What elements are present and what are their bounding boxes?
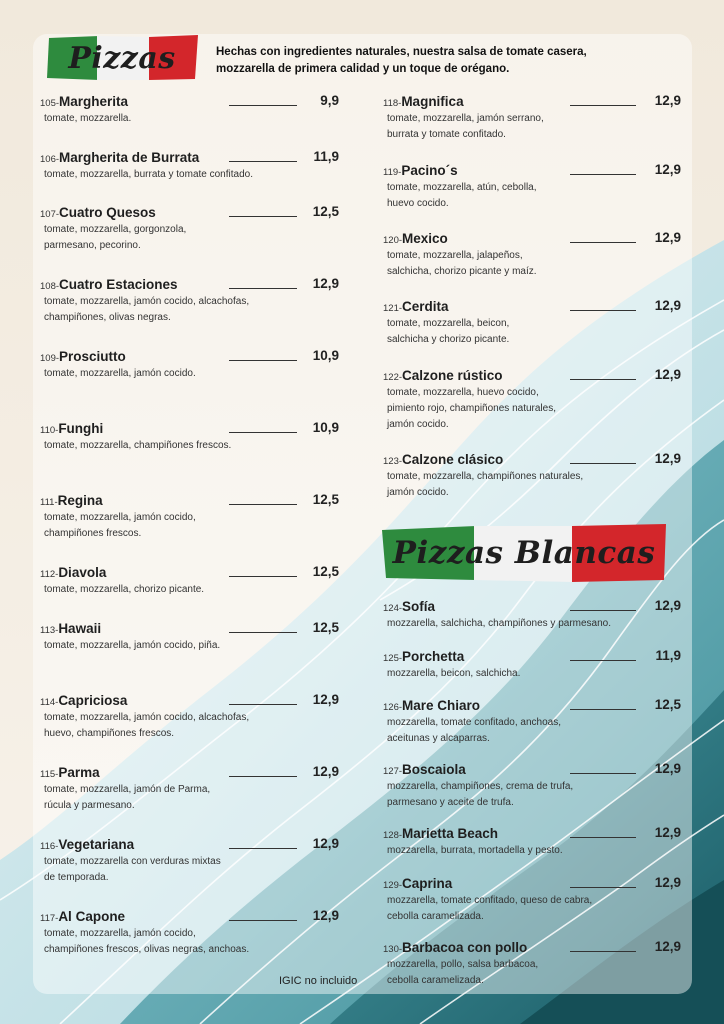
- menu-item-name: Capriciosa: [58, 693, 128, 708]
- description-line: jamón cocido.: [387, 487, 449, 498]
- menu-item-name: Magnifica: [401, 94, 464, 109]
- description-line: jamón cocido.: [387, 419, 449, 430]
- pizzas-banner: [43, 32, 201, 84]
- menu-item-number: 119-: [383, 167, 402, 178]
- menu-item-header: [383, 230, 681, 248]
- menu-item-header: [383, 93, 681, 111]
- menu-item-price: 12,5: [312, 204, 339, 219]
- description-line: burrata y tomate confitado.: [387, 129, 506, 140]
- price-leader-line: [570, 310, 636, 311]
- menu-item-description: [44, 926, 339, 958]
- menu-item-price: 12,9: [654, 939, 681, 954]
- menu-item: [383, 598, 681, 632]
- menu-item-description: [387, 715, 681, 747]
- menu-item-description: [387, 248, 681, 280]
- description-line: mozzarella, salchicha, champiñones y parmesano.: [387, 618, 611, 629]
- menu-item-name: Al Capone: [58, 909, 126, 924]
- menu-item-description: [44, 294, 339, 326]
- price-leader-line: [229, 105, 297, 106]
- menu-item-header: [40, 93, 339, 111]
- menu-item: [383, 93, 681, 143]
- menu-item-price: 10,9: [312, 348, 339, 363]
- menu-item-description: [387, 666, 681, 682]
- menu-item-description: [387, 893, 681, 925]
- menu-item-header: [40, 204, 339, 222]
- menu-item-description: [44, 438, 339, 454]
- description-line: mozzarella, beicon, salchicha.: [387, 668, 521, 679]
- description-line: parmesano y aceite de trufa.: [387, 797, 514, 808]
- menu-item-name: Cuatro Estaciones: [59, 277, 178, 292]
- menu-item-price: 12,9: [654, 230, 681, 245]
- menu-item-header: [40, 908, 339, 926]
- menu-item-number: 109-: [40, 353, 60, 364]
- description-line: tomate, mozzarella, jamón serrano,: [387, 113, 544, 124]
- menu-item-price: 12,9: [654, 761, 681, 776]
- menu-item-number: 115-: [40, 769, 59, 780]
- menu-item-description: [44, 782, 339, 814]
- price-leader-line: [570, 773, 636, 774]
- menu-item: [40, 692, 339, 742]
- menu-item-description: [44, 167, 339, 183]
- menu-item-name: Porchetta: [402, 649, 465, 664]
- description-line: pimiento rojo, champiñones naturales,: [387, 403, 556, 414]
- menu-item-price: 12,9: [654, 162, 681, 177]
- description-line: tomate, mozzarella.: [44, 113, 132, 124]
- menu-item-price: 10,9: [312, 420, 339, 435]
- menu-item-header: [383, 598, 681, 616]
- menu-item-name: Hawaii: [58, 621, 102, 636]
- description-line: salchicha y chorizo picante.: [387, 334, 510, 345]
- menu-item-description: [44, 854, 339, 886]
- menu-item-description: [387, 957, 681, 989]
- menu-item-header: [383, 648, 681, 666]
- menu-item: [383, 162, 681, 212]
- menu-item-name: Boscaiola: [402, 762, 466, 777]
- menu-item-header: [40, 149, 339, 167]
- menu-item-header: [383, 451, 681, 469]
- menu-item: [383, 875, 681, 925]
- menu-item: [40, 836, 339, 886]
- pizzas-blancas-title: Pizzas Blancas: [392, 535, 656, 571]
- menu-item-description: [44, 111, 339, 127]
- description-line: rúcula y parmesano.: [44, 800, 135, 811]
- menu-item-number: 105-: [40, 98, 60, 109]
- menu-item: [383, 230, 681, 280]
- menu-item: [40, 420, 339, 454]
- menu-item-header: [383, 298, 681, 316]
- menu-item-header: [383, 162, 681, 180]
- description-line: tomate, mozzarella, beicon,: [387, 318, 510, 329]
- price-leader-line: [570, 951, 636, 952]
- price-leader-line: [229, 161, 297, 162]
- menu-item-price: 12,9: [312, 836, 339, 851]
- menu-item-number: 124-: [383, 603, 403, 614]
- menu-item: [383, 648, 681, 682]
- description-line: tomate, mozzarella con verduras mixtas: [44, 856, 221, 867]
- description-line: huevo, champiñones frescos.: [44, 728, 175, 739]
- price-leader-line: [570, 174, 636, 175]
- menu-item: [40, 204, 339, 254]
- description-line: tomate, mozzarella, huevo cocido,: [387, 387, 539, 398]
- menu-item-number: 117-: [40, 913, 59, 924]
- description-line: aceitunas y alcaparras.: [387, 733, 490, 744]
- menu-item-price: 12,9: [654, 875, 681, 890]
- menu-item-price: 12,9: [654, 451, 681, 466]
- description-line: tomate, mozzarella, jamón de Parma,: [44, 784, 211, 795]
- menu-item-header: [383, 939, 681, 957]
- description-line: tomate, mozzarella, jamón cocido, alcachofas,: [44, 296, 250, 307]
- description-line: huevo cocido.: [387, 198, 449, 209]
- menu-item-number: 107-: [40, 209, 60, 220]
- menu-item-name: Pacino´s: [401, 163, 458, 178]
- menu-item-number: 122-: [383, 372, 403, 383]
- menu-item-price: 12,9: [654, 93, 681, 108]
- menu-item: [40, 348, 339, 382]
- menu-item-name: Parma: [58, 765, 100, 780]
- menu-item-name: Margherita: [59, 94, 129, 109]
- description-line: salchicha, chorizo picante y maíz.: [387, 266, 537, 277]
- description-line: champiñones, olivas negras.: [44, 312, 171, 323]
- menu-item-name: Margherita de Burrata: [59, 150, 200, 165]
- menu-item-price: 12,9: [312, 692, 339, 707]
- tax-note: IGIC no incluido: [279, 975, 358, 987]
- price-leader-line: [570, 242, 636, 243]
- menu-item-number: 116-: [40, 841, 59, 852]
- description-line: mozzarella, tomate confitado, anchoas,: [387, 717, 561, 728]
- menu-item-number: 108-: [40, 281, 60, 292]
- menu-item-description: [44, 366, 339, 382]
- description-line: champiñones frescos, olivas negras, anchoas.: [44, 944, 250, 955]
- menu-item-number: 123-: [383, 456, 403, 467]
- menu-item: [40, 764, 339, 814]
- menu-item-header: [383, 367, 681, 385]
- description-line: tomate, mozzarella, jamón cocido,: [44, 928, 196, 939]
- price-leader-line: [229, 920, 297, 921]
- price-leader-line: [570, 837, 636, 838]
- price-leader-line: [570, 463, 636, 464]
- menu-item: [383, 761, 681, 811]
- menu-item-header: [40, 564, 339, 582]
- description-line: tomate, mozzarella, gorgonzola,: [44, 224, 187, 235]
- description-line: champiñones frescos.: [44, 528, 142, 539]
- menu-item-description: [387, 616, 681, 632]
- menu-item-header: [40, 764, 339, 782]
- menu-item-price: 12,9: [654, 825, 681, 840]
- menu-item-description: [44, 510, 339, 542]
- menu-item-name: Funghi: [58, 421, 104, 436]
- menu-item-description: [387, 385, 681, 433]
- menu-item-description: [387, 843, 681, 859]
- menu-item-header: [40, 276, 339, 294]
- menu-item-name: Calzone clásico: [402, 452, 504, 467]
- description-line: tomate, mozzarella, jalapeños,: [387, 250, 523, 261]
- menu-item-number: 126-: [383, 702, 403, 713]
- menu-item-name: Mexico: [402, 231, 448, 246]
- intro-text: Hechas con ingredientes naturales, nuestra salsa de tomate casera, mozzarella de primera calidad y un toque de orégano.: [216, 46, 587, 75]
- menu-item-price: 11,9: [313, 149, 339, 164]
- description-line: tomate, mozzarella, jamón cocido.: [44, 368, 196, 379]
- menu-item-header: [40, 420, 339, 438]
- description-line: tomate, mozzarella, atún, cebolla,: [387, 182, 537, 193]
- menu-item-price: 12,9: [654, 298, 681, 313]
- price-leader-line: [570, 379, 636, 380]
- description-line: tomate, mozzarella, champiñones naturales,: [387, 471, 584, 482]
- menu-item-price: 9,9: [320, 93, 339, 108]
- menu-item-price: 11,9: [655, 648, 681, 663]
- price-leader-line: [229, 216, 297, 217]
- price-leader-line: [570, 610, 636, 611]
- menu-item-price: 12,9: [312, 908, 339, 923]
- menu-item-header: [40, 620, 339, 638]
- description-line: tomate, mozzarella, burrata y tomate confitado.: [44, 169, 253, 180]
- description-line: tomate, mozzarella, jamón cocido, alcachofas,: [44, 712, 250, 723]
- menu-item-price: 12,9: [654, 598, 681, 613]
- price-leader-line: [229, 848, 297, 849]
- price-leader-line: [229, 704, 297, 705]
- menu-item-number: 111-: [40, 497, 58, 508]
- price-leader-line: [570, 887, 636, 888]
- menu-item-description: [387, 779, 681, 811]
- menu-item-price: 12,5: [654, 697, 681, 712]
- pizzas-title: Pizzas: [68, 40, 176, 76]
- menu-item: [40, 908, 339, 958]
- menu-item-name: Diavola: [58, 565, 107, 580]
- price-leader-line: [229, 576, 297, 577]
- description-line: parmesano, pecorino.: [44, 240, 141, 251]
- menu-item-number: 112-: [40, 569, 59, 580]
- menu-item-header: [40, 836, 339, 854]
- description-line: mozzarella, pollo, salsa barbacoa,: [387, 959, 539, 970]
- price-leader-line: [229, 432, 297, 433]
- menu-item-description: [387, 111, 681, 143]
- price-leader-line: [229, 504, 297, 505]
- price-leader-line: [570, 709, 636, 710]
- menu-item-number: 118-: [383, 98, 402, 109]
- menu-item-number: 110-: [40, 425, 59, 436]
- description-line: cebolla caramelizada.: [387, 975, 484, 986]
- menu-item-description: [387, 180, 681, 212]
- menu-item-description: [44, 222, 339, 254]
- menu-item-number: 128-: [383, 830, 403, 841]
- menu-item-number: 129-: [383, 880, 403, 891]
- description-line: cebolla caramelizada.: [387, 911, 484, 922]
- menu-item: [383, 298, 681, 348]
- menu-item: [40, 276, 339, 326]
- menu-item-number: 120-: [383, 235, 403, 246]
- menu-item-description: [387, 469, 681, 501]
- menu-item-price: 12,5: [312, 564, 339, 579]
- menu-item: [40, 620, 339, 654]
- menu-item: [383, 451, 681, 501]
- menu-item: [383, 939, 681, 989]
- menu-item-header: [40, 492, 339, 510]
- description-line: de temporada.: [44, 872, 109, 883]
- description-line: mozzarella, burrata, mortadella y pesto.: [387, 845, 563, 856]
- price-leader-line: [229, 360, 297, 361]
- menu-item: [40, 93, 339, 127]
- menu-item-number: 130-: [383, 944, 403, 955]
- menu-item: [383, 825, 681, 859]
- menu-item-name: Regina: [57, 493, 103, 508]
- menu-item-price: 12,5: [312, 620, 339, 635]
- menu-item-name: Caprina: [402, 876, 453, 891]
- menu-item-number: 106-: [40, 154, 60, 165]
- pizzas-blancas-banner: [378, 520, 670, 586]
- menu-item: [383, 697, 681, 747]
- price-leader-line: [229, 776, 297, 777]
- menu-item-number: 127-: [383, 766, 403, 777]
- menu-item-name: Sofía: [402, 599, 436, 614]
- menu-item-header: [40, 348, 339, 366]
- menu-item-header: [40, 692, 339, 710]
- menu-item-description: [44, 710, 339, 742]
- menu-item-header: [383, 875, 681, 893]
- menu-item-description: [387, 316, 681, 348]
- price-leader-line: [570, 105, 636, 106]
- menu-item-number: 114-: [40, 697, 59, 708]
- menu-item-name: Calzone rústico: [402, 368, 503, 383]
- menu-item-name: Marietta Beach: [402, 826, 499, 841]
- menu-item-header: [383, 761, 681, 779]
- menu-item-description: [44, 638, 339, 654]
- menu-item: [383, 367, 681, 433]
- menu-item-price: 12,9: [312, 764, 339, 779]
- menu-item-number: 121-: [383, 303, 403, 314]
- menu-item: [40, 149, 339, 183]
- description-line: mozzarella, tomate confitado, queso de cabra,: [387, 895, 593, 906]
- menu-item-price: 12,9: [312, 276, 339, 291]
- description-line: tomate, mozzarella, jamón cocido,: [44, 512, 196, 523]
- menu-item-header: [383, 697, 681, 715]
- description-line: tomate, mozzarella, champiñones frescos.: [44, 440, 232, 451]
- description-line: mozzarella, champiñones, crema de trufa,: [387, 781, 574, 792]
- description-line: tomate, mozzarella, jamón cocido, piña.: [44, 640, 221, 651]
- menu-item-price: 12,9: [654, 367, 681, 382]
- menu-item-name: Mare Chiaro: [402, 698, 481, 713]
- menu-item-name: Prosciutto: [59, 349, 126, 364]
- menu-item: [40, 492, 339, 542]
- menu-item-number: 113-: [40, 625, 59, 636]
- menu-item-description: [44, 582, 339, 598]
- menu-item-name: Cerdita: [402, 299, 449, 314]
- menu-item-name: Vegetariana: [58, 837, 135, 852]
- price-leader-line: [229, 632, 297, 633]
- price-leader-line: [229, 288, 297, 289]
- description-line: tomate, mozzarella, chorizo picante.: [44, 584, 205, 595]
- menu-item-name: Barbacoa con pollo: [402, 940, 528, 955]
- menu-item-header: [383, 825, 681, 843]
- menu-item-number: 125-: [383, 653, 403, 664]
- price-leader-line: [570, 660, 636, 661]
- menu-item-name: Cuatro Quesos: [59, 205, 156, 220]
- menu-item-price: 12,5: [312, 492, 339, 507]
- menu-item: [40, 564, 339, 598]
